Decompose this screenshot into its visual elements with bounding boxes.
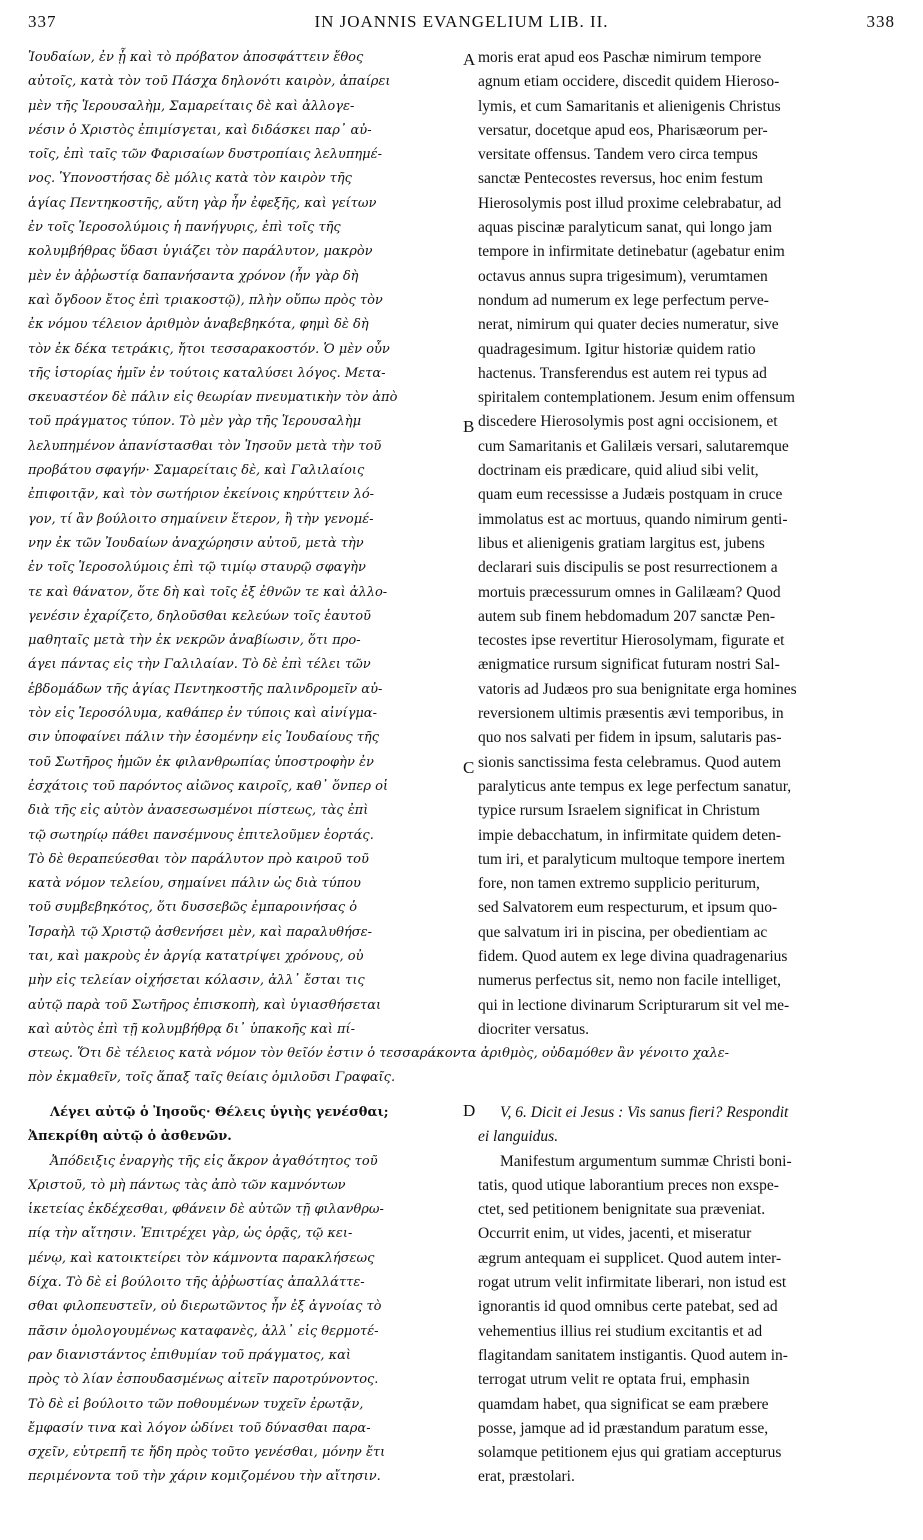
text-line: γον, τί ἂν βούλοιτο σημαίνειν ἕτερον, ἢ τὴν γενομέ- <box>28 511 374 527</box>
text-line: nerat, nimirum qui quater decies numeratur, sive <box>478 316 779 334</box>
text-line: rogat utrum velit infirmitate liberari, non istud est <box>478 1274 787 1292</box>
text-line: διὰ τῆς εἰς αὐτὸν ἀνασεσωσμένοι πίστεως, τὰς ἐπὶ <box>28 803 369 819</box>
text-line: Hierosolymis post illud proxime celebrabatur, ad <box>478 194 782 212</box>
text-line: impie debacchatum, in infirmitate quidem deten- <box>478 826 782 844</box>
text-line: cum Samaritanis et Galilæis versari, salutaremque <box>478 437 789 455</box>
text-line: ἔμφασίν τινα καὶ λόγον ὠδίνει τοῦ δύνασθαι παρα- <box>28 1420 371 1436</box>
text-line: quo nos salvati per fidem in ipsum, salutaris pas- <box>478 729 782 747</box>
text-line: μὴν εἰς τελείαν οἰχήσεται κόλασιν, ἀλλ᾽ ἔσται τις <box>28 973 365 989</box>
text-line: autem sub finem hebdomadum 207 sanctæ Pen- <box>478 607 776 625</box>
text-line: moris erat apud eos Paschæ nimirum tempore <box>478 49 762 66</box>
text-line: τοῦ πράγματος τύπον. Τὸ μὲν γὰρ τῆς Ἱερουσαλὴμ <box>28 414 362 430</box>
text-line: Manifestum argumentum summæ Christi boni- <box>500 1152 792 1170</box>
text-line: fore, non tamen extremo supplicio periturum, <box>478 875 760 893</box>
greek-full-width-lines <box>28 1042 892 1091</box>
text-line: ραν διανιστάντος ἐπιθυμίαν τοῦ πράγματος, καὶ <box>28 1347 352 1363</box>
text-line: Λέγει αὐτῷ ὁ Ἰησοῦς· Θέλεις ὑγιὴς γενέσθαι; <box>50 1105 389 1120</box>
text-line: octavus annus supra trigesimum), verumtamen <box>478 267 768 285</box>
text-line: τοῦ Σωτῆρος ἡμῶν ἐκ φιλανθρωπίας ὑποστροφὴν ἐν <box>28 754 374 770</box>
text-line: declarari suis discipulis se post resurrectionem a <box>478 559 778 577</box>
text-line: ται, καὶ μακροὺς ἐν ἀργίᾳ κατατρίψει χρόνους, οὐ <box>28 948 364 964</box>
text-line: diocriter versatus. <box>478 1020 590 1038</box>
section-marker-b: B <box>463 417 475 436</box>
text-line: ἐκ νόμου τέλειον ἀριθμὸν ἀναβεβηκότα, φημὶ δὲ δὴ <box>28 317 369 333</box>
text-line: reversionem ultimis præsentis ævi temporibus, in <box>478 705 784 723</box>
text-line: ἱκετείας ἐκδέχεσθαι, φθάνειν δὲ αὐτῶν τῇ φιλανθρω- <box>28 1202 384 1218</box>
text-line: ctet, sed petitionem benignitate sua præveniat. <box>478 1201 766 1219</box>
text-line: στεως. Ὅτι δὲ τέλειος κατὰ νόμον τὸν θεῖόν ἐστιν ὁ τεσσαράκοντα ἀριθμὸς, οὐδαμόθεν ἂν γένοιτο χαλε- <box>28 1046 730 1061</box>
latin-column-top <box>478 46 888 1042</box>
text-line: mortuis præcessurum omnes in Galilæam? Quod <box>478 583 781 601</box>
text-line: τὸν εἰς Ἱεροσόλυμα, καθάπερ ἐν τύποις καὶ αἰνίγμα- <box>28 706 377 722</box>
text-line: typice rursum Israelem significat in Christum <box>478 802 760 820</box>
text-line: terrogat utrum velit re optata frui, emphasin <box>478 1371 750 1389</box>
text-line: ἑβδομάδων τῆς ἁγίας Πεντηκοστῆς παλινδρομεῖν αὐ- <box>28 681 383 697</box>
text-line: tempore in infirmitate detinebatur (agebatur enim <box>478 243 785 261</box>
text-line: sionis sanctissima festa celebramus. Quod autem <box>478 753 782 771</box>
text-line: πὸν ἐκμαθεῖν, τοῖς ἅπαξ ταῖς θείαις ὁμιλοῦσι Γραφαῖς. <box>28 1070 396 1086</box>
text-line: Ἰσραὴλ τῷ Χριστῷ ἀσθενήσει μὲν, καὶ παραλυθήσε- <box>28 924 373 940</box>
text-line: libus et alienigenis gratiam largitus est, jubens <box>478 534 765 552</box>
text-line: quadragesimum. Igitur historiæ quidem ratio <box>478 340 756 358</box>
text-line: solamque petitionem ejus qui gratiam accepturus <box>478 1444 782 1462</box>
text-line: quam eum recessisse a Judæis postquam in cruce <box>478 486 783 504</box>
text-line: sanctæ Pentecostes reversus, hoc enim festum <box>478 170 763 188</box>
text-line: μὲν τῆς Ἱερουσαλὴμ, Σαμαρείταις δὲ καὶ ἀλλογε- <box>28 98 355 114</box>
text-line: quamdam habet, qua significat se eam præbere <box>478 1395 769 1413</box>
text-line: paralyticus ante tempus ex lege perfectum sanatur, <box>478 777 792 795</box>
text-line: ἐσχάτοις τοῦ παρόντος αἰῶνος καιροῖς, καθ᾽ ὅνπερ οἱ <box>28 778 389 794</box>
text-line: μὲν ἐν ἀῤῥωστίᾳ δαπανήσαντα χρόνον (ἦν γὰρ δὴ <box>28 268 359 284</box>
text-line: τῆς ἱστορίας ἡμῖν ἐν τούτοις καταλύσει λόγος. Μετα- <box>28 365 386 381</box>
text-line: περιμένοντα τοῦ τὴν χάριν κομιζομένου τὴν αἴτησιν. <box>28 1469 381 1485</box>
text-line: versatur, docetque apud eos, Pharisæorum per- <box>478 121 768 139</box>
text-line: ænigmatice rursum significat futuram nostri Sal- <box>478 656 780 674</box>
greek-column-bottom <box>28 1101 460 1490</box>
text-line: κατὰ νόμον τελείου, σημαίνει πάλιν ὡς διὰ τύπου <box>28 876 361 892</box>
text-line: Ἀπόδειξις ἐναργὴς τῆς εἰς ἄκρον ἀγαθότητος τοῦ <box>50 1153 378 1169</box>
text-line: καὶ ὄγδοον ἔτος ἐπὶ τριακοστῷ), πλὴν οὔπω πρὸς τὸν <box>28 292 383 308</box>
text-line: αὐτῷ παρὰ τοῦ Σωτῆρος ἐπισκοπὴ, καὶ ὑγιασθήσεται <box>28 997 382 1013</box>
text-line: agnum etiam occidere, discedit quidem Hieroso- <box>478 73 780 91</box>
text-line: τὸν ἐκ δέκα τετράκις, ἤτοι τεσσαρακοστόν. Ὁ μὲν οὖν <box>28 341 390 357</box>
text-line: fidem. Quod autem ex lege divina quadragenarius <box>478 947 788 965</box>
text-line: ægrum antequam ei supplicet. Quod autem inter- <box>478 1249 782 1267</box>
text-line: immolatus est ac mortuus, quando nimirum genti- <box>478 510 788 528</box>
text-line: πίᾳ τὴν αἴτησιν. Ἐπιτρέχει γὰρ, ὡς ὁρᾷς, τῷ κει- <box>28 1226 353 1242</box>
text-line: tatis, quod utique laborantium preces non exspe- <box>478 1176 779 1194</box>
text-line: νέσιν ὁ Χριστὸς ἐπιμίσγεται, καὶ διδάσκει παρ᾽ αὐ- <box>28 122 372 138</box>
text-line: ἁγίας Πεντηκοστῆς, αὕτη γὰρ ἦν ἐφεξῆς, καὶ γείτων <box>28 195 377 211</box>
text-line: vatoris ad Judæos pro sua benignitate erga homines <box>478 680 797 698</box>
running-header <box>28 12 895 40</box>
text-line: τῷ σωτηρίῳ πάθει πανσέμνους ἐπιτελοῦμεν ἑορτάς. <box>28 827 374 843</box>
text-line: qui in lectione divinarum Scripturarum sit vel me- <box>478 996 790 1014</box>
running-title: IN JOANNIS EVANGELIUM LIB. II. <box>314 12 609 31</box>
text-line: Χριστοῦ, τὸ μὴ πάντως τὰς ἀπὸ τῶν καμνόντων <box>28 1177 346 1193</box>
text-line: nondum ad numerum ex lege perfectum perve- <box>478 291 769 309</box>
section-marker-c: C <box>463 758 475 777</box>
text-line: μένῳ, καὶ κατοικτείρει τὸν κάμνοντα παρακλήσεως <box>28 1250 375 1266</box>
text-line: σιν ὑποφαίνει πάλιν τὴν ἐσομένην εἰς Ἰουδαίους τῆς <box>28 730 379 746</box>
text-line: γενέσιν ἐχαρίζετο, δηλοῦσθαι κελεύων τοῖς ἑαυτοῦ <box>28 608 371 624</box>
text-line: numerus perfectus sit, nemo non facile intelliget, <box>478 972 782 990</box>
text-line: hactenus. Transferendus est autem rei typus ad <box>478 364 767 382</box>
text-line: Τὸ δὲ εἰ βούλοιτο τῶν ποθουμένων τυχεῖν ἐρωτᾷν, <box>28 1396 364 1412</box>
text-line: erat, præstolari. <box>478 1468 575 1486</box>
text-line: ἐν τοῖς Ἱεροσολύμοις ἐπὶ τῷ τιμίῳ σταυρῷ σφαγὴν <box>28 560 366 576</box>
text-line: flagitandam sanitatem instigantis. Quod autem in- <box>478 1346 788 1364</box>
text-line: sed Salvatorem eum respecturum, et ipsum quo- <box>478 899 778 917</box>
section-marker-d: D <box>463 1101 476 1120</box>
text-line: aquas piscinæ paralyticum sanat, qui longo jam <box>478 219 773 237</box>
section-marker-a: A <box>463 50 476 69</box>
text-line: Ἰουδαίων, ἐν ᾗ καὶ τὸ πρόβατον ἀποσφάττειν ἔθος <box>28 50 364 65</box>
latin-column-bottom <box>478 1101 888 1490</box>
text-line: tum iri, et paralyticum multoque tempore inertem <box>478 850 785 868</box>
text-line: vehementius illius rei studium excitantis et ad <box>478 1322 763 1340</box>
text-line: δίχα. Τὸ δὲ εἰ βούλοιτο τῆς ἀῤῥωστίας ἀπαλλάττε- <box>28 1275 365 1291</box>
text-line: λελυπημένον ἀπανίστασθαι τὸν Ἰησοῦν μετὰ τὴν τοῦ <box>28 438 382 454</box>
text-line: μαθηταῖς μετὰ τὴν ἐκ νεκρῶν ἀναβίωσιν, ὅτι προ- <box>28 633 361 649</box>
text-line: νην ἐκ τῶν Ἰουδαίων ἀναχώρησιν αὐτοῦ, μετὰ τὴν <box>28 535 364 551</box>
text-line: κολυμβήθρας ὕδασι ὑγιάζει τὸν παράλυτον, μακρὸν <box>28 244 373 260</box>
text-line: versitate offensus. Tandem vero circa tempus <box>478 146 758 164</box>
text-line: lymis, et cum Samaritanis et alienigenis Christus <box>478 97 781 115</box>
text-line: posse, jamque ad id præstandum paratum esse, <box>478 1419 769 1437</box>
text-line: Ἀπεκρίθη αὐτῷ ὁ ἀσθενῶν. <box>28 1129 232 1145</box>
text-line: tecostes ipse revertitur Hierosolymam, figurate et <box>478 632 785 650</box>
text-line: προβάτου σφαγήν· Σαμαρείταις δὲ, καὶ Γαλιλαίοις <box>28 463 365 479</box>
text-line: ἐν τοῖς Ἱεροσολύμοις ἡ πανήγυρις, ἐπὶ τοῖς τῆς <box>28 220 341 236</box>
text-line: V, 6. Dicit ei Jesus : Vis sanus fieri? Respondit <box>500 1104 789 1121</box>
text-line: σθαι φιλοπευστεῖν, οὐ διερωτῶντος ἦν ἐξ ἀγνοίας τὸ <box>28 1299 382 1315</box>
text-line: πᾶσιν ὁμολογουμένως καταφανὲς, ἀλλ᾽ εἰς θερμοτέ- <box>28 1323 379 1339</box>
text-line: σχεῖν, εὐτρεπῆ τε ἤδη πρὸς τοῦτο γενέσθαι, μόνην ἔτι <box>28 1445 386 1461</box>
text-line: άγει πάντας εἰς τὴν Γαλιλαίαν. Τὸ δὲ ἐπὶ τέλει τῶν <box>28 657 371 673</box>
text-line: νος. Ὑπονοστήσας δὲ μόλις κατὰ τὸν καιρὸν τῆς <box>28 171 352 187</box>
text-line: ἐπιφοιτᾷν, καὶ τὸν σωτήριον ἐκείνοις κηρύττειν λό- <box>28 487 375 503</box>
text-line: Τὸ δὲ θεραπεύεσθαι τὸν παράλυτον πρὸ καιροῦ τοῦ <box>28 851 369 867</box>
text-line: σκευαστέον δὲ πάλιν εἰς θεωρίαν πνευματικὴν τὸν ἀπὸ <box>28 390 398 406</box>
text-line: ignorantis id quod omnibus certe patebat, sed ad <box>478 1298 778 1316</box>
greek-column-top <box>28 46 460 1042</box>
text-line: τοῦ συμβεβηκότος, ὅτι δυσσεβῶς ἐμπαροινήσας ὁ <box>28 900 358 916</box>
text-line: que salvatum iri in piscina, per obedientiam ac <box>478 923 768 941</box>
text-line: doctrinam eis prædicare, quid aliud sibi velit, <box>478 462 759 480</box>
page-number-right: 338 <box>866 12 895 31</box>
page-number-left: 337 <box>28 12 57 31</box>
text-line: τοῖς, ἐπὶ ταῖς τῶν Φαρισαίων δυστροπίαις λελυπημέ- <box>28 147 382 163</box>
text-line: Occurrit enim, ut vides, jacenti, et miseratur <box>478 1225 752 1243</box>
text-line: τε καὶ θάνατον, ὅτε δὴ καὶ τοῖς ἐξ ἐθνῶν τε καὶ ἀλλο- <box>28 584 388 600</box>
text-line: καὶ αὐτὸς ἐπὶ τῇ κολυμβήθρᾳ δι᾽ ὑπακοῆς καὶ πί- <box>28 1021 356 1037</box>
text-line: αὐτοῖς, κατὰ τὸν τοῦ Πάσχα δηλονότι καιρὸν, ἀπαίρει <box>28 74 391 90</box>
text-line: discedere Hierosolymis post agni occisionem, et <box>478 413 778 431</box>
text-line: ei languidus. <box>478 1128 559 1146</box>
text-line: πρὸς τὸ λίαν ἐσπουδασμένως αἰτεῖν παροτρύνοντος. <box>28 1372 379 1388</box>
text-line: spiritalem contemplationem. Jesum enim offensum <box>478 389 795 407</box>
